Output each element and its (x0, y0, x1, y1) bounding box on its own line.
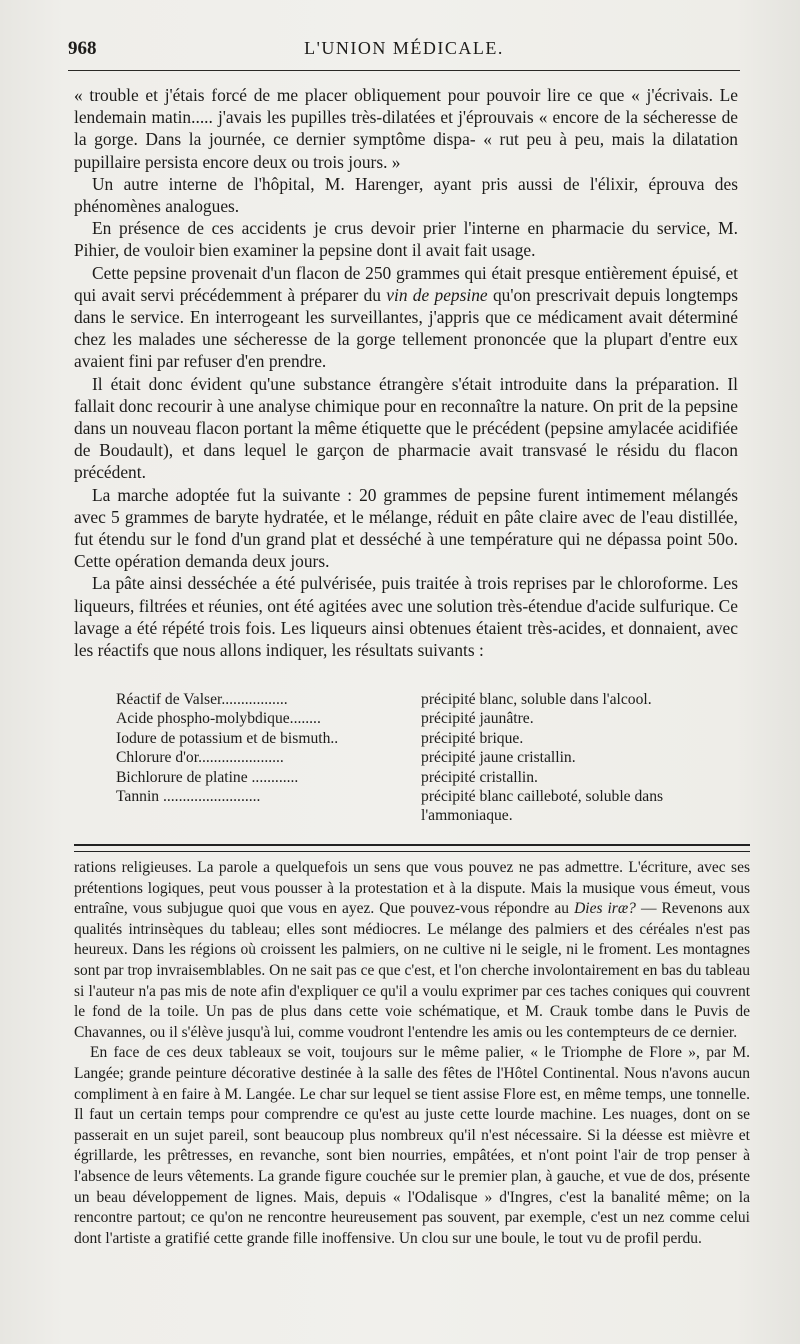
reagent-result: précipité blanc, soluble dans l'alcool. (421, 691, 652, 708)
paragraph-pepsine-flacon (74, 262, 738, 373)
reagent-row (116, 768, 750, 787)
paragraph-marche-adoptee: La marche adoptée fut la suivante : 20 grammes de pepsine furent intimement mélangés avec 5 grammes de baryte hydratée, et le mélange, réduit en pâte claire avec de l'eau distillée, fut étendu sur le fond d'un grand plat et desséché à une température qui ne dépassa point 50o. Cette opération demanda deux jours. (74, 484, 738, 572)
reagent-row (116, 709, 750, 728)
page-number: 968 (68, 38, 97, 59)
running-title: L'UNION MÉDICALE. (304, 38, 504, 58)
reagent-name: Tannin ......................... (116, 788, 261, 806)
feuilleton-separator (74, 844, 750, 852)
reagent-result: précipité cristallin. (421, 768, 538, 786)
reagent-name: Chlorure d'or...................... (116, 749, 284, 767)
italic-vin-de-pepsine: vin de pepsine (386, 284, 488, 305)
reagent-row (116, 787, 750, 826)
reagent-name: Iodure de potassium et de bismuth.. (116, 729, 339, 747)
reagent-row (116, 748, 750, 767)
medical-article-text (74, 84, 738, 661)
feuilleton-text (74, 858, 750, 1249)
reagent-name: Réactif de Valser................. (116, 691, 288, 708)
reagent-result: précipité jaune cristallin. (421, 749, 576, 767)
reagent-result: précipité blanc cailleboté, soluble dans l'ammoniaque. (421, 788, 664, 825)
page-header (68, 38, 740, 66)
reagent-row (116, 690, 750, 709)
reagent-result: précipité brique. (421, 729, 524, 747)
text-span: rations religieuses. La parole a quelquefois un sens que vous pouvez ne pas admettre. L'écriture, avec ses prétentions logiques, peut vous pousser à la protestation et à la dispute. Mais la musique vous émeut, vous entraîne, vous subjugue quoi que vous en ayez. Que pouvez-vous répondre au (74, 859, 750, 918)
paragraph-harenger: Un autre interne de l'hôpital, M. Harenger, ayant pris aussi de l'élixir, éprouva des phénomènes analogues. (74, 173, 738, 217)
paragraph-triomphe-de-flore: En face de ces deux tableaux se voit, toujours sur le même palier, « le Triomphe de Flore », par M. Langée; grande peinture décorative destinée à la salle des fêtes de l'Hôtel Continental. Nous n'avons aucun compliment à en faire à M. Langée. Le char sur lequel se tient assise Flore est, en même temps, une tonnelle. Il faut un certain temps pour comprendre ce qu'est au juste cette lourde machine. Les nuages, dont on se passerait en un sujet pareil, sont beaucoup plus nombreux qu'il n'est nécessaire. Si la déesse est mièvre et égrillarde, les prêtresses, en revanche, sont bien nourries, empâtées, et n'ont point l'air de trop penser à l'absence de leurs vêtements. La grande figure couchée sur le premier plan, à gauche, et vue de dos, présente un beau développement de lignes. Mais, depuis « l'Odalisque » d'Ingres, c'est la banalité même; on la rencontre partout; ce qu'on ne rencontre heureusement pas souvent, par exemple, c'est un nez comme celui dont l'artiste a gratifié cette grande fille inoffensive. Un clou sur une boule, le tout vu de profil perdu. (74, 1044, 750, 1247)
reagent-result: précipité jaunâtre. (421, 710, 534, 728)
paragraph-substance-etrangere: Il était donc évident qu'une substance étrangère s'était introduite dans la préparation. Il fallait donc recourir à une analyse chimique pour en reconnaître la nature. On prit de la pepsine dans un nouveau flacon portant la même étiquette que le précédent (pepsine amylacée acidifiée de Boudault), et dans lequel le garçon de pharmacie avait transvasé le résidu du flacon précédent. (74, 373, 738, 483)
text-span: — Revenons aux qualités intrinsèques du tableau; elles sont médiocres. Le mélange des palmiers et des céréales n'est pas heureux. Dans les régions où croissent les palmiers, on ne cultive ni le seigle, ni le froment. Les montagnes sont par trop invraisemblables. On ne sait pas ce que c'est, et l'on cherche involontairement en bas du tableau si l'auteur n'a pas mis de note afin d'expliquer ce qu'il a voulu exprimer par ces taches coniques qui couvrent le fond de la toile. Un pas de plus dans cette voie schématique, et M. Crauk tombe dans le Puvis de Chavannes, ou il s'élève jusqu'à lui, comme voudront l'entendre les amis ou les contempteurs de ce dernier. (74, 900, 750, 1041)
reagent-row (116, 729, 750, 748)
text-span: Cette pepsine provenait d'un flacon de 250 grammes qui était presque entièrement épuisé, et qui avait servi précédemment à préparer du (74, 262, 738, 305)
reagent-name: Acide phospho-molybdique........ (116, 710, 321, 728)
paragraph-rations-religieuses (74, 858, 750, 1043)
paragraph-pate-dessechee: La pâte ainsi desséchée a été pulvérisée, puis traitée à trois reprises par le chloroforme. Les liqueurs, filtrées et réunies, ont été agitées avec une solution très-étendue d'acide sulfurique. Ce lavage a été répété trois fois. Les liqueurs ainsi obtenues étaient très-acides, et donnaient, avec les réactifs que nous allons indiquer, les résultats suivants : (74, 573, 738, 661)
quote-paragraph: « trouble et j'étais forcé de me placer obliquement pour pouvoir lire ce que « j'écrivais. Le lendemain matin..... j'avais les pupilles très-dilatées et j'éprouvais « encore de la sécheresse de la gorge. Dans la journée, ce dernier symptôme dispa- « rut peu à peu, mais la dilatation pupillaire persista encore deux ou trois jours. » (74, 85, 738, 172)
paragraph-pihier: En présence de ces accidents je crus devoir prier l'interne en pharmacie du service, M. Pihier, de vouloir bien examiner la pepsine dont il avait fait usage. (74, 218, 738, 261)
header-rule (68, 70, 740, 71)
quoted-testimony (74, 84, 738, 173)
reagent-results-table (116, 690, 750, 826)
italic-dies-irae: Dies iræ? (574, 900, 636, 918)
text-span: qu'on prescrivait depuis longtemps dans le service. En interrogeant les surveillantes, j'appris que ce médicament avait déterminé chez les malades une sécheresse de la gorge tellement prononcée que la plupart d'entre eux avaient fini par refuser d'en prendre. (74, 284, 738, 372)
reagent-name: Bichlorure de platine ............ (116, 768, 299, 786)
